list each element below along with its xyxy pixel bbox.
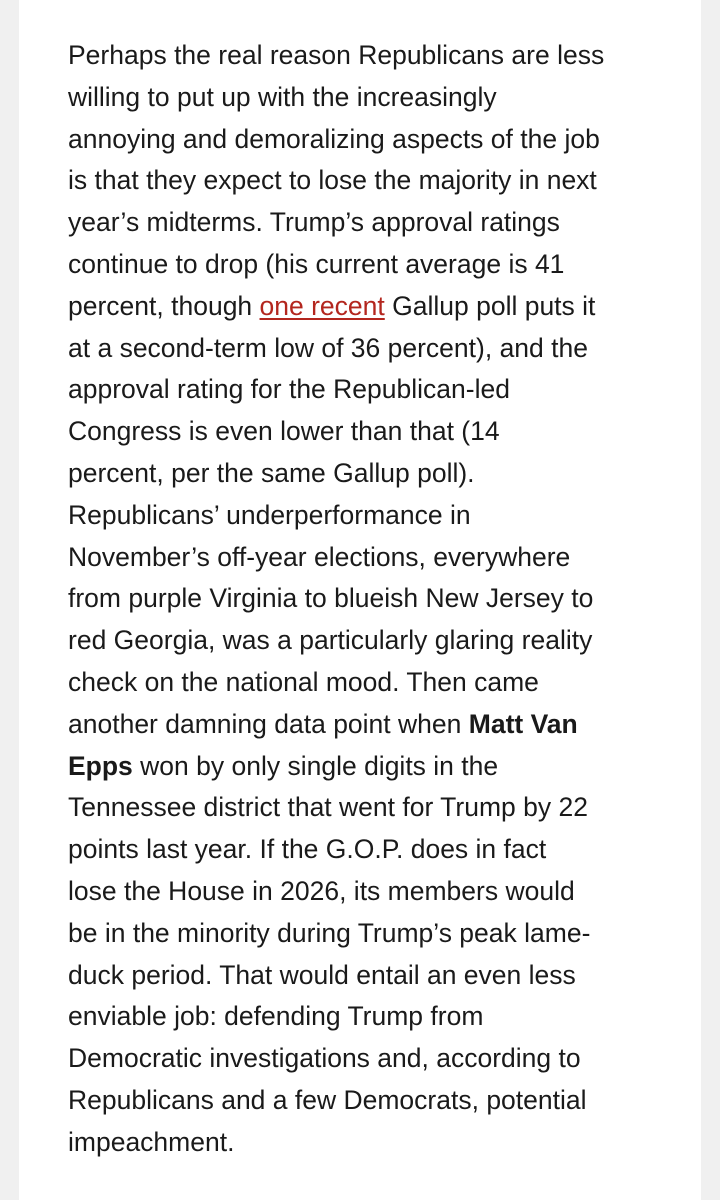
gallup-poll-link[interactable]: one recent	[259, 290, 385, 321]
text-line: willing to put up with the increasingly	[68, 81, 497, 112]
text-line: points last year. If the G.O.P. does in fact	[68, 834, 547, 865]
text-line: continue to drop (his current average is 41	[68, 248, 565, 279]
text-line: from purple Virginia to blueish New Jersey to	[68, 583, 594, 614]
text-line: Republicans’ underperformance in	[68, 499, 471, 530]
text-line: Perhaps the real reason Republicans are less	[68, 40, 605, 70]
text-line: red Georgia, was a particularly glaring reality	[68, 625, 593, 656]
text-line: duck period. That would entail an even less	[68, 959, 576, 990]
text-line	[68, 704, 678, 746]
text-segment: percent, though	[68, 290, 260, 321]
text-line: approval rating for the Republican-led	[68, 374, 510, 405]
text-line-with-link	[68, 286, 678, 328]
text-line: Tennessee district that went for Trump by 22	[68, 792, 588, 823]
text-segment: won by only single digits in the	[132, 750, 499, 781]
text-line: Democratic investigations and, according to	[68, 1043, 581, 1074]
text-line	[68, 746, 678, 788]
text-line: is that they expect to lose the majority in next	[68, 165, 597, 196]
text-line: at a second-term low of 36 percent), and the	[68, 332, 588, 363]
text-line: annoying and demoralizing aspects of the job	[68, 123, 600, 154]
text-line: Republicans and a few Democrats, potential	[68, 1084, 587, 1115]
text-line: check on the national mood. Then came	[68, 666, 539, 697]
text-line: Congress is even lower than that (14	[68, 416, 500, 447]
text-segment: another damning data point when	[68, 708, 469, 739]
bold-person-name: Epps	[68, 750, 133, 781]
text-line: percent, per the same Gallup poll).	[68, 457, 475, 488]
text-line: enviable job: defending Trump from	[68, 1001, 484, 1032]
text-line: lose the House in 2026, its members would	[68, 875, 575, 906]
text-segment: Gallup poll puts it	[384, 290, 596, 321]
bold-person-name: Matt Van	[468, 708, 578, 739]
text-line: be in the minority during Trump’s peak lame-	[68, 917, 591, 948]
article-page	[19, 0, 701, 1200]
article-paragraph	[68, 35, 678, 1164]
text-line: November’s off-year elections, everywhere	[68, 541, 571, 572]
text-line: impeachment.	[68, 1126, 235, 1157]
text-line: year’s midterms. Trump’s approval ratings	[68, 207, 560, 238]
